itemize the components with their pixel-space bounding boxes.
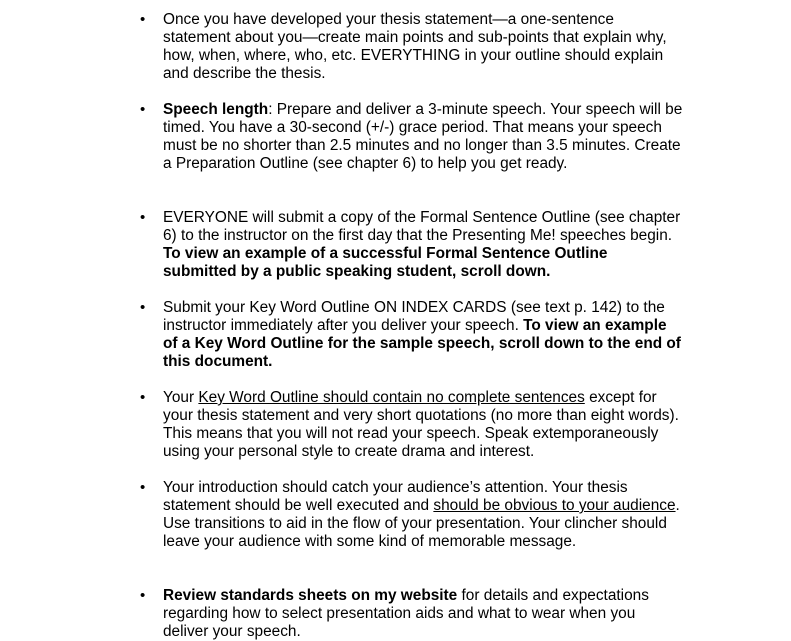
bullet-icon: • <box>140 11 146 28</box>
list-item <box>163 587 683 641</box>
text-run: for details and expectations regarding how to select presentation aids and what to wear when you deliver your speech. <box>163 587 649 640</box>
paragraph <box>163 389 683 461</box>
text-run: : Prepare and deliver a 3-minute speech. Your speech will be timed. You have a 30-second (+/-) grace period. That means your speech must be no shorter than 2.5 minutes and no longer than 3.5 minutes. Create a Preparation Outline (see chapter 6) to help you get ready. <box>163 101 683 172</box>
list-item <box>163 11 683 83</box>
bullet-icon: • <box>140 209 146 226</box>
list-item <box>163 209 683 281</box>
paragraph <box>163 209 683 281</box>
text-run: Submit your Key Word Outline ON INDEX CARDS (see text p. 142) to the instructor immediately after you deliver your speech. <box>163 299 665 334</box>
list-item <box>163 389 683 461</box>
bullet-icon: • <box>140 389 146 406</box>
paragraph <box>163 587 683 641</box>
text-run: Your <box>163 389 199 406</box>
text-run: . Use transitions to aid in the flow of your presentation. Your clincher should leave your audience with some kind of memorable message. <box>163 497 680 550</box>
underlined-text-run: should be obvious to your audience <box>433 497 676 514</box>
paragraph <box>163 11 683 83</box>
paragraph <box>163 101 683 173</box>
list-item <box>163 299 683 371</box>
bullet-icon: • <box>140 479 146 496</box>
bold-text-run: Speech length <box>163 101 269 118</box>
text-run: Once you have developed your thesis statement—a one-sentence statement about you—create main points and sub-points that explain why, how, when, where, who, etc. EVERYTHING in your outline should explain and describe the thesis. <box>163 11 667 82</box>
bold-text-run: To view an example of a successful Formal Sentence Outline submitted by a public speaking student, scroll down. <box>163 245 608 280</box>
list-item <box>163 479 683 551</box>
bold-text-run: To view an example of a Key Word Outline for the sample speech, scroll down to the end of this document. <box>163 317 681 370</box>
text-run: except for your thesis statement and very short quotations (no more than eight words). This means that you will not read your speech. Speak extemporaneously using your personal style to create drama and interest. <box>163 389 679 460</box>
underlined-text-run: Key Word Outline should contain no complete sentences <box>198 389 585 406</box>
bullet-icon: • <box>140 587 146 604</box>
bold-text-run: Review standards sheets on my website <box>163 587 458 604</box>
text-run: Your introduction should catch your audience’s attention. Your thesis statement should be well executed and <box>163 479 628 514</box>
paragraph <box>163 299 683 371</box>
bullet-icon: • <box>140 299 146 316</box>
paragraph <box>163 479 683 551</box>
list-item <box>163 101 683 173</box>
bullet-icon: • <box>140 101 146 118</box>
text-run: EVERYONE will submit a copy of the Formal Sentence Outline (see chapter 6) to the instructor on the first day that the Presenting Me! speeches begin. <box>163 209 681 244</box>
